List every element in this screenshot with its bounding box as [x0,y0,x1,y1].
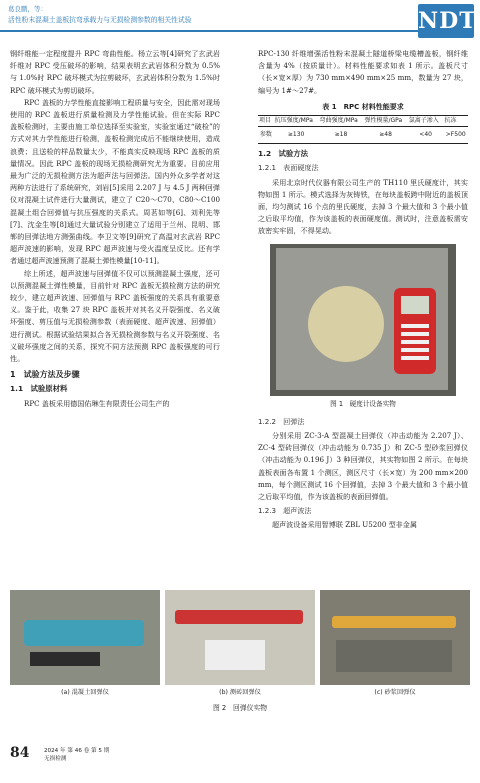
table-cell: ≥130 [274,127,319,144]
table-header-cell: 抗压强度/MPa [274,116,319,127]
figure-subcaption: (c) 砂浆回弹仪 [374,689,416,696]
figure-panel-b [165,590,315,696]
page-header [0,0,480,42]
header-title: 活性粉末混凝土盖板抗弯承载力与无损检测参数的相关性试验 [8,16,192,24]
figure-panel-a [10,590,160,696]
table-header-cell: 弯曲强度/MPa [319,116,364,127]
table-header-cell: 氯离子渗入 [408,116,444,127]
figure-caption: 图 2 回弹仪实物 [212,704,268,712]
table-caption: 表 1 RPC 材料性能要求 [322,102,404,111]
page-number: 84 [10,745,30,761]
header-authors: 葛良鹏，等： [8,5,47,13]
header-rule [0,30,418,32]
paragraph: 分别采用 ZC-3-A 型混凝土回弹仪（冲击动能为 2.207 J）、ZC-4 型砖回弹仪（冲击动能为 0.735 J）和 ZC-5 型砂浆回弹仪（冲击动能为 0.196 J）3 种回弹仪，其实物如图 2 所示。在每块盖板表面各布置 1 个测区，测区尺寸（长×宽）为 200 mm×200 mm，每个测区测试 16 个回弹值，去掉 3 个最大值和 3 个最小值之后取平均值，作为该盖板的表面回弹值。 [258,431,468,502]
meter-keypad-image [401,320,429,360]
paragraph: RPC 盖板的力学性能直接影响工程质量与安全，因此需对现场使用的 RPC 盖板进行质量检测及力学性能试验。但在实际 RPC 盖板检测时，主要由施工单位选择至实验室，实验室通过“破检”的方式对其力学性能进行检测，盖板检测完成后不能继续使用，造成浪费；且送检的样品数量太少，不能真实反映现场 RPC 盖板的质量情况。因此 RPC 盖板的现场无损检测研究尤为重要。目前应用最为广泛的无损检测方法为超声法与回弹法。国内外众多学者对这两种方法进行了系统研究，刘岩[5]采用 2.207 J 与 4.5 J 两种回弹仪对混凝土试件进行大量测试，建立了 C20～C70、C80～C100 混凝土组合回弹值与抗压强度的关系式。周茗如等[6]、刘利先等[7]、沈金生等[8]通过大量试验分别建立了适用于兰州、昆明、邯郸的回弹法地方测强曲线。李卫文等[9]研究了高温对玄武岩 RPC 超声波速的影响，发现 RPC 超声波速与受火温度呈反比。还有学者通过超声波速预测了混凝土弹性模量[10-11]。 [10,97,220,266]
paragraph: 超声波设备采用智博联 ZBL U5200 型非金属 [272,520,417,530]
hardness-tester-photo [270,244,456,396]
table-cell: <40 [408,127,444,144]
table-header-cell: 项目 [258,116,274,127]
journal-name: 无损检测 [44,756,67,762]
journal-logo: NDT [418,4,474,38]
paragraph: 钢纤维能一定程度提升 RPC 弯曲性能。杨立云等[4]研究了玄武岩纤维对 RPC 受压破坏的影响，结果表明玄武岩体积分数为 0.5%与 1.0%时 RPC 破坏模式为拉剪破坏，玄武岩体积分数为 1.5%时 RPC 破坏模式为剪切破坏。 [10,49,220,95]
brick-rebound-hammer-photo [165,590,315,685]
table-header-cell: 弹性模量/GPa [363,116,407,127]
meter-screen-image [401,296,429,314]
test-anvil-image [308,286,384,362]
table-cell: 参数 [258,127,274,144]
table-cell: >F500 [444,127,469,144]
figure-subcaption: (b) 测砖回弹仪 [219,689,261,696]
table-row [258,127,468,144]
figure-2 [10,590,470,712]
subsection-heading: 1.2 试验方法 [258,149,309,159]
subsubsection-heading: 1.2.1 表面硬度法 [258,163,319,173]
subsubsection-heading: 1.2.2 回弹法 [258,416,305,426]
page-footer [10,745,470,775]
figure-subcaption: (a) 混凝土回弹仪 [61,689,109,696]
figure-caption: 图 1 硬度计设备实物 [330,399,396,408]
subsubsection-heading: 1.2.3 超声波法 [258,506,312,516]
material-table [258,115,468,144]
figure-panel-c [320,590,470,696]
paragraph: 综上所述，超声波速与回弹值不仅可以预测混凝土强度，还可以预测混凝土弹性模量，目前针对 RPC 盖板无损检测方法的研究较少，建立超声波速、回弹值与 RPC 盖板强度的关系具有重要意义。鉴于此，收集 27 块 RPC 盖板并对其名义开裂强度、名义破坏强度、剪压值与无损检测参数（表面硬度、超声波速、回弹值）进行测试。根据试验结果拟合各无损检测参数与名义开裂强度、名义破坏强度之间的关系，探究不同方法预测 RPC 盖板强度的可行性。 [10,268,220,364]
concrete-rebound-hammer-photo [10,590,160,685]
table-cell: ≥18 [319,127,364,144]
right-column [258,48,468,532]
section-heading: 1 试验方法及步骤 [10,370,80,380]
paragraph: 采用北京时代仪器有限公司生产的 TH110 里氏硬度计，其实物如图 1 所示。模式选择为灰铸铁，在每块盖板跨中附近的盖板顶面，均匀测试 16 个点的里氏硬度，去掉 3 个最大值和 3 个最小值之后取平均值，作为该盖板的表面硬度值。测试时，注意盖板需安放密实牢固，不得晃动。 [258,177,468,236]
table-header-cell: 抗冻 [444,116,469,127]
mortar-rebound-hammer-photo [320,590,470,685]
paragraph: RPC 盖板采用德国佑琳生有限责任公司生产的 [24,398,170,408]
left-column [10,48,220,410]
journal-info [44,747,109,763]
subsection-heading: 1.1 试验原材料 [10,384,68,394]
issue-line: 2024 年 第 46 卷 第 5 期 [44,748,110,754]
paragraph: RPC-130 纤维增强活性粉末混凝土隧道桥梁电缆槽盖板，钢纤维含量为 4%（按质量计）。材料性能要求如表 1 所示。盖板尺寸（长×宽×厚）为 730 mm×490 mm×25 mm，数量为 27 块，编号为 1#～27#。 [258,49,468,95]
table-cell: ≥48 [363,127,407,144]
